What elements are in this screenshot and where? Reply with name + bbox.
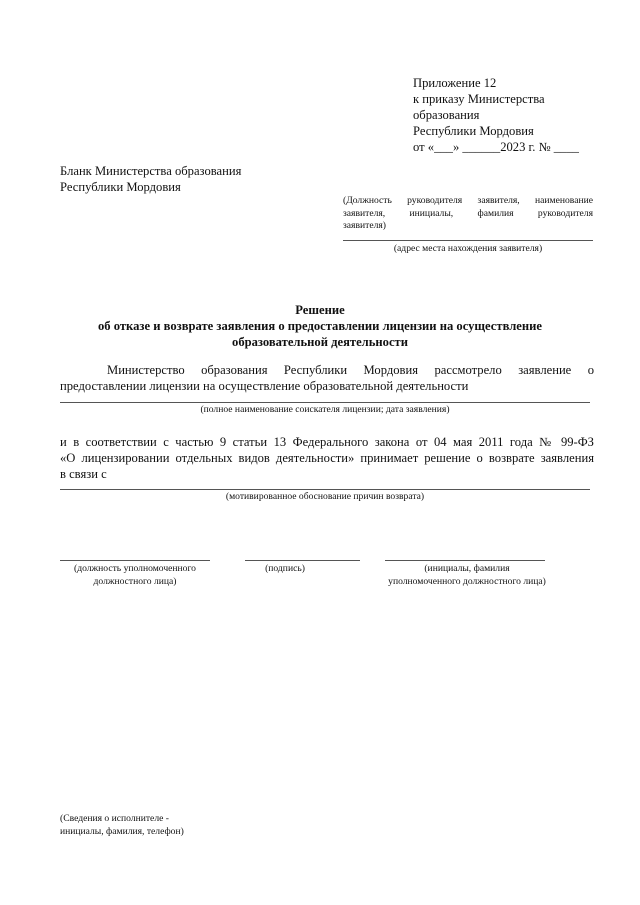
executor-line: инициалы, фамилия, телефон): [60, 825, 184, 837]
hint-line: (Должность руководителя заявителя, наименование: [343, 195, 593, 206]
address-hint: (адрес места нахождения заявителя): [393, 243, 543, 254]
document-title: [40, 302, 600, 350]
title-line: об отказе и возврате заявления о предоставлении лицензии на осуществление: [98, 319, 542, 333]
appendix-line: к приказу Министерства: [413, 92, 545, 106]
appendix-line: образования: [413, 108, 480, 122]
applicant-underline: [60, 402, 590, 403]
title-line: образовательной деятельности: [232, 335, 408, 349]
paragraph-1: [60, 362, 594, 394]
signer-position-hint: [55, 563, 215, 588]
title-line: Решение: [295, 303, 345, 317]
signature-underline: [245, 560, 360, 561]
hint-line: заявителя, инициалы, фамилия руководителя: [343, 207, 593, 219]
appendix-line: Приложение 12: [413, 76, 497, 90]
paragraph-line: Министерство образования Республики Мордовия рассмотрело заявление о: [107, 363, 594, 377]
paragraph-line: в связи с: [60, 467, 107, 481]
appendix-line: Республики Мордовия: [413, 124, 534, 138]
appendix-line: от «___» ______2023 г. № ____: [413, 140, 579, 154]
applicant-hint: (полное наименование соискателя лицензии; дата заявления): [200, 404, 450, 415]
hint-line: уполномоченного должностного лица): [388, 575, 546, 587]
executor-line: (Сведения о исполнителе -: [60, 813, 169, 824]
signature-hint: (подпись): [265, 563, 305, 574]
hint-line: заявителя): [343, 220, 386, 231]
letterhead-line: Республики Мордовия: [60, 180, 181, 194]
address-underline: [343, 240, 593, 241]
hint-line: должностного лица): [93, 575, 177, 587]
hint-line: (должность уполномоченного: [74, 563, 196, 574]
paragraph-line: предоставлении лицензии на осуществление образовательной деятельности: [60, 379, 469, 393]
paragraph-2: [60, 434, 594, 482]
paragraph-line: «О лицензировании отдельных видов деятельности» принимает решение о возврате заявления: [60, 451, 594, 465]
letterhead: [60, 163, 320, 195]
executor-info: [60, 813, 260, 838]
reason-underline: [60, 489, 590, 490]
addressee-position-hint: [343, 195, 593, 233]
signer-name-hint: [372, 563, 562, 588]
reason-hint: (мотивированное обоснование причин возврата): [225, 491, 425, 502]
hint-line: (инициалы, фамилия: [424, 563, 510, 574]
name-underline: [385, 560, 545, 561]
position-underline: [60, 560, 210, 561]
appendix-block: [413, 75, 613, 155]
letterhead-line: Бланк Министерства образования: [60, 164, 242, 178]
paragraph-line: и в соответствии с частью 9 статьи 13 Федерального закона от 04 мая 2011 года № 99-ФЗ: [60, 435, 594, 449]
